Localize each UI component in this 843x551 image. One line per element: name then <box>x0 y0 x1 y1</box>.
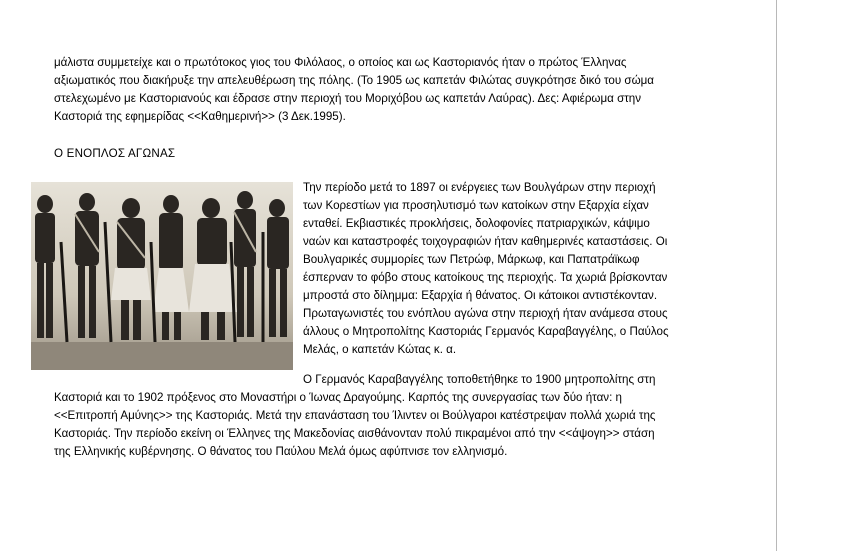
text-line: Πρωταγωνιστές του ενόπλου αγώνα στην περιοχή ήταν ανάμεσα στους <box>303 307 668 320</box>
text-line: αξιωματικός που διακήρυξε την απελευθέρωση της πόλης. (Το 1905 ως καπετάν Φιλώτας συγκρότησε δικό του σώμα <box>54 74 654 87</box>
text-line: μπροστά στο δίλημμα: Εξαρχία ή θάνατος. Οι κάτοικοι αντιστέκονταν. <box>303 289 658 302</box>
text-line: Βουλγαρικές συμμορίες των Πετρώφ, Μάρκωφ, και Παπατράϊκωφ <box>303 253 640 266</box>
armed-struggle-photo <box>31 182 293 370</box>
text-line: των Κορεστίων για προσηλυτισμό των κατοίκων στην Εξαρχία είχαν <box>303 199 649 212</box>
paragraph-armed-struggle <box>303 179 669 359</box>
text-line: Την περίοδο μετά το 1897 οι ενέργειες των Βουλγάρων στην περιοχή <box>303 181 656 194</box>
text-line: άλλους ο Μητροπολίτης Καστοριάς Γερμανός Καραβαγγέλης, ο Παύλος <box>303 325 669 338</box>
text-line: ναών και καταστροφές τοιχογραφιών ήταν καθημερινές καταστάσεις. Οι <box>303 235 668 248</box>
text-line: στελεχωμένο με Καστοριανούς και έδρασε στην περιοχή του Μοριχόβου ως καπετάν Λαύρας). Δες: Αφιέρωμα στην <box>54 92 642 105</box>
paragraph-karavangelis <box>54 371 656 461</box>
text-line: Μελάς, ο καπετάν Κώτας κ. α. <box>303 343 457 356</box>
paragraph-intro <box>54 54 654 126</box>
text-line: έσπερναν το φόβο στους κατοίκους της περιοχής. Τα χωριά βρίσκονταν <box>303 271 668 284</box>
text-line: της Ελληνικής κυβέρνησης. Ο θάνατος του Παύλου Μελά όμως αφύπνισε τον ελληνισμό. <box>54 445 508 458</box>
text-line: Καστοριά της εφημερίδας <<Καθημερινή>> (3 Δεκ.1995). <box>54 110 346 123</box>
text-line: Ο Γερμανός Καραβαγγέλης τοποθετήθηκε το 1900 μητροπολίτης στη <box>303 373 656 386</box>
section-heading: Ο ΕΝΟΠΛΟΣ ΑΓΩΝΑΣ <box>54 147 176 160</box>
text-line: Καστοριάς. Την περίοδο εκείνη οι Έλληνες της Μακεδονίας αισθάνονταν πολύ πικραμένοι από την <<άψογη>> στάση <box>54 427 655 440</box>
text-line: Καστοριά και το 1902 πρόξενος στο Μοναστήρι ο Ίωνας Δραγούμης. Καρπός της συνεργασίας των δύο ήταν: η <box>54 391 622 404</box>
text-line: <<Επιτροπή Αμύνης>> της Καστοριάς. Μετά την επανάσταση του Ίλιντεν οι Βούλγαροι κατέστρεψαν πολλά χωριά της <box>54 409 656 422</box>
text-line: ενταθεί. Εκβιαστικές προκλήσεις, δολοφονίες πατριαρχικών, κάψιμο <box>303 217 650 230</box>
text-line: μάλιστα συμμετείχε και ο πρωτότοκος γιος του Φιλόλαος, ο οποίος και ως Καστοριανός ήταν ο πρώτος Έλληνας <box>54 56 627 69</box>
